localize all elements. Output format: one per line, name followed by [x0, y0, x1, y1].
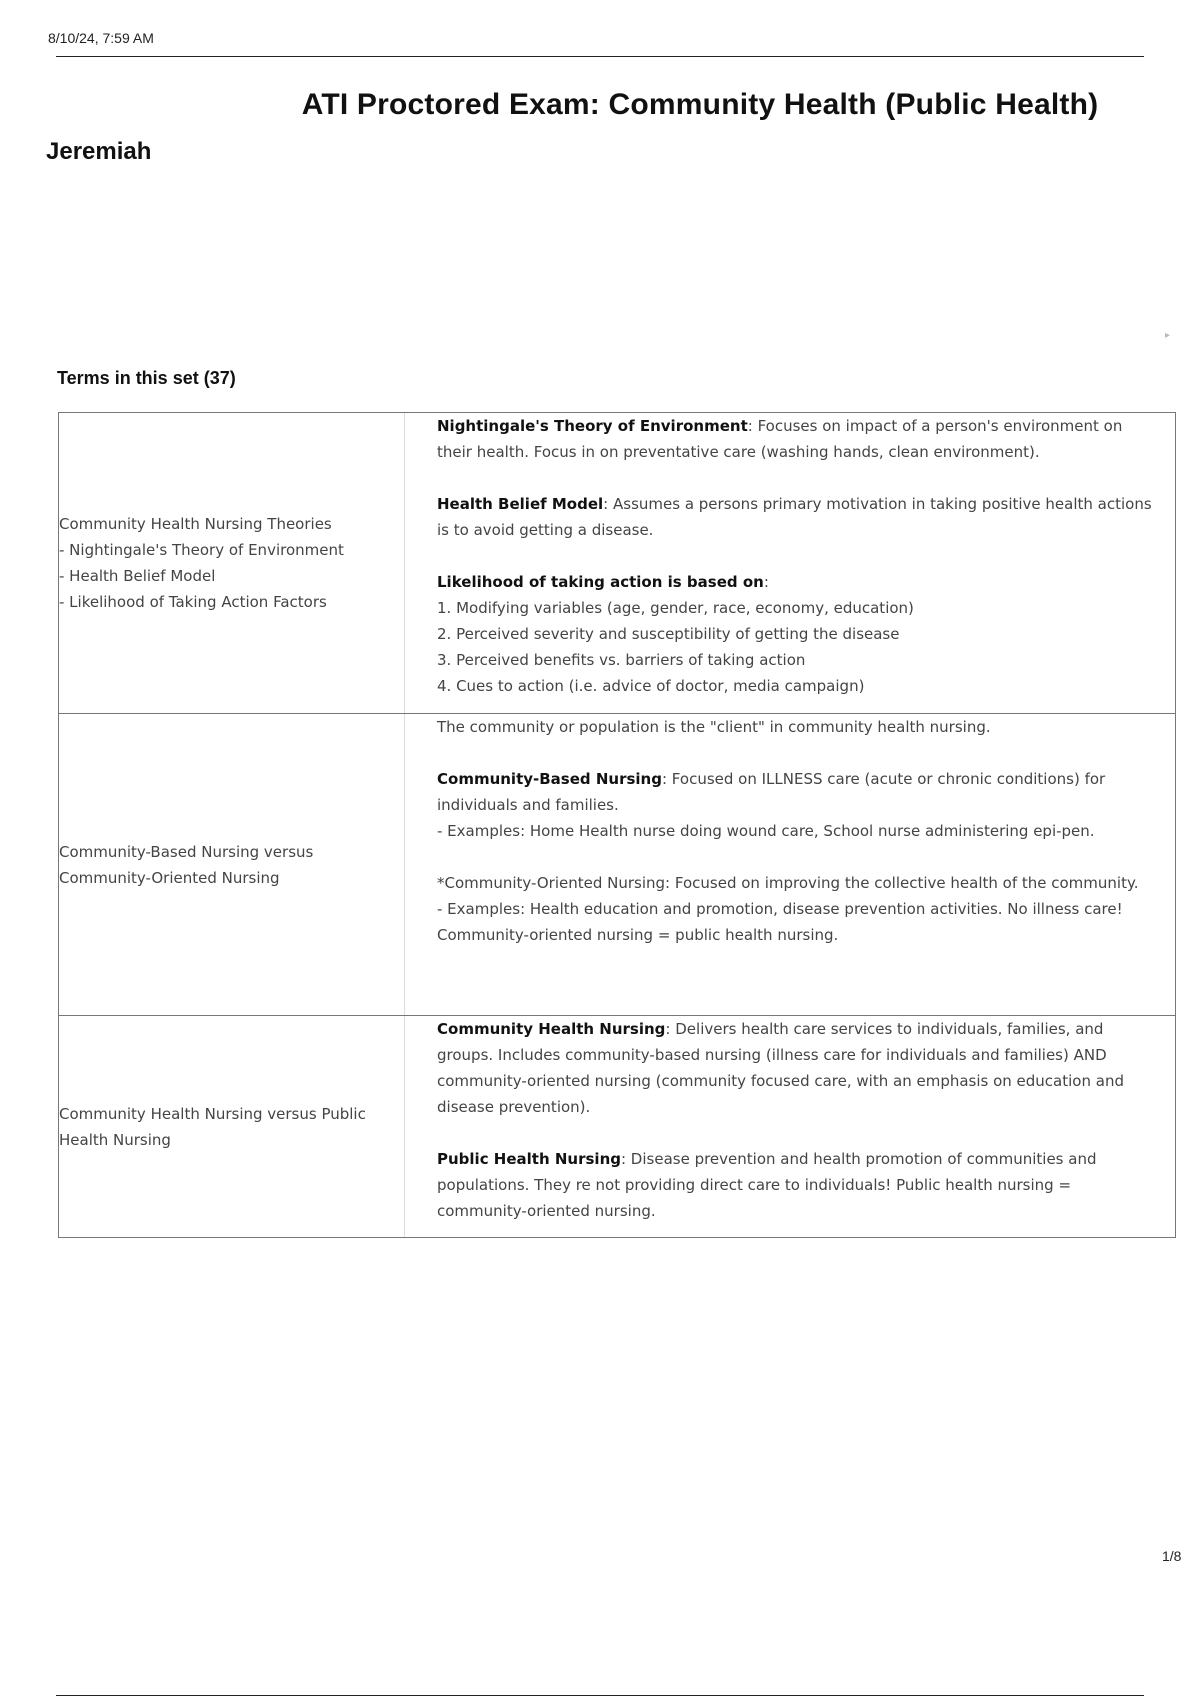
definition-text: : Assumes a persons primary motivation in taking positive health actions is to avoid getting a disease. — [437, 495, 1152, 539]
term-line: - Nightingale's Theory of Environment — [59, 541, 344, 559]
term-cell — [59, 413, 405, 713]
timestamp: 8/10/24, 7:59 AM — [48, 30, 154, 46]
definition-example: - Examples: Home Health nurse doing wound care, School nurse administering epi-pen. — [437, 822, 1095, 840]
list-item: 2. Perceived severity and susceptibility of getting the disease — [437, 625, 900, 643]
definition-text: : Focuses on impact of a person's environment on their health. Focus in on preventative care (washing hands, clean environment). — [437, 417, 1123, 461]
author-name: Jeremiah — [46, 138, 152, 165]
definition-paragraph — [437, 569, 1155, 595]
definition-cell — [405, 714, 1175, 1015]
term-cell — [59, 714, 405, 1015]
term-line: - Health Belief Model — [59, 567, 216, 585]
top-divider — [56, 56, 1144, 57]
definition-paragraph — [437, 766, 1155, 818]
term-cell — [59, 1016, 405, 1237]
terms-table — [58, 412, 1176, 1238]
definition-text: : — [763, 573, 769, 591]
list-item: 1. Modifying variables (age, gender, race, economy, education) — [437, 599, 914, 617]
definition-paragraph — [437, 491, 1155, 543]
definition-text: *Community-Oriented Nursing: Focused on improving the collective health of the community. — [437, 874, 1139, 892]
definition-keyword: Likelihood of taking action is based on — [437, 573, 764, 591]
side-marker-icon: ▸ — [1165, 330, 1171, 341]
definition-keyword: Community-Based Nursing — [437, 770, 662, 788]
term-line: - Likelihood of Taking Action Factors — [59, 593, 327, 611]
list-item: 4. Cues to action (i.e. advice of doctor, media campaign) — [437, 677, 865, 695]
definition-cell — [405, 1016, 1175, 1237]
page-number: 1/8 — [1162, 1548, 1182, 1564]
term-line: Community-Oriented Nursing — [59, 868, 280, 887]
definition-text: The community or population is the "client" in community health nursing. — [437, 718, 991, 736]
definition-keyword: Public Health Nursing — [437, 1150, 621, 1168]
definition-keyword: Community Health Nursing — [437, 1020, 666, 1038]
term-line: Community Health Nursing Theories — [59, 515, 332, 533]
term-line: Community-Based Nursing versus — [59, 842, 314, 861]
definition-paragraph — [437, 1016, 1155, 1120]
definition-keyword: Health Belief Model — [437, 495, 604, 513]
definition-example: - Examples: Health education and promotion, disease prevention activities. No illness care! Community-oriented nursing = public health nursing. — [437, 900, 1123, 944]
definition-text: : Disease prevention and health promotion of communities and populations. They re not providing direct care to individuals! Public health nursing = community-oriented nursing. — [437, 1150, 1097, 1220]
definition-paragraph — [437, 1146, 1155, 1224]
definition-keyword: Nightingale's Theory of Environment — [437, 417, 748, 435]
terms-heading: Terms in this set (37) — [57, 368, 236, 388]
term-line: Community Health Nursing versus Public — [59, 1104, 366, 1123]
term-row — [59, 1015, 1175, 1237]
document-title: ATI Proctored Exam: Community Health (Public Health) — [301, 88, 1099, 121]
definition-paragraph — [437, 413, 1155, 465]
definition-text: : Focused on ILLNESS care (acute or chronic conditions) for individuals and families. — [437, 770, 1106, 814]
term-row — [59, 413, 1175, 713]
definition-cell — [405, 413, 1175, 713]
bottom-divider — [56, 1695, 1144, 1696]
list-item: 3. Perceived benefits vs. barriers of taking action — [437, 651, 806, 669]
term-line: Health Nursing — [59, 1130, 171, 1149]
definition-text: : Delivers health care services to individuals, families, and groups. Includes community-based nursing (illness care for individuals and families) AND community-oriented nursing (community focused care, with an emphasis on education and disease prevention). — [437, 1020, 1124, 1116]
term-row — [59, 713, 1175, 1015]
